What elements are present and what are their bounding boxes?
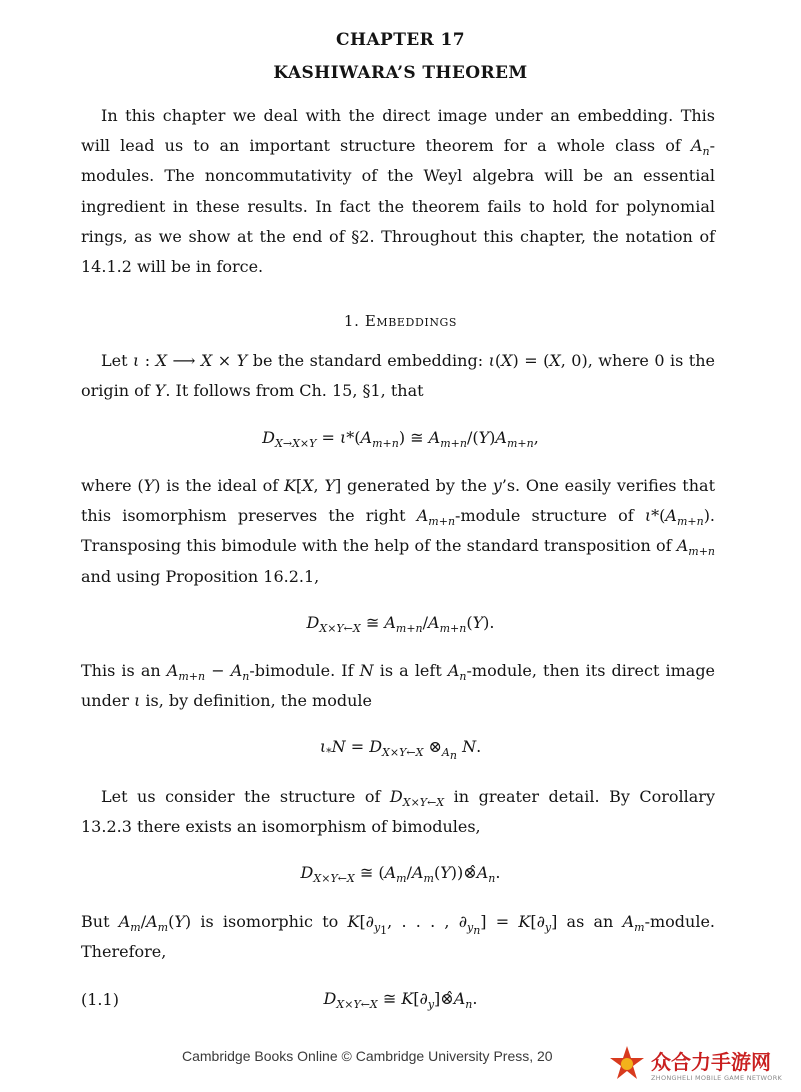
chapter-title: KASHIWARA’S THEOREM <box>273 63 528 83</box>
watermark-text: 众合力手游网 <box>651 1050 771 1074</box>
section-heading <box>0 312 801 330</box>
paragraph-but: But $A_m/A_m(Y)$ is isomorphic to $K[\partial_{y_1}$, . . . , $\partial_{y_n}] = K[\partial_y]$ as an $A_m$-module. Therefore, <box>81 912 716 962</box>
equation-4: $D_{X\times Y\leftarrow X}$ ≅ $(A_m/A_m(Y))\otimeŝA_n$. <box>300 863 501 886</box>
paragraph-embedding: Let ι : X ⟶ X × Y be the standard embedding: ι(X) = (X, 0), where 0 is the origin of Y. It follows from Ch. 15, §1, that <box>81 351 715 401</box>
equation-label: (1.1) <box>81 990 119 1009</box>
chapter-label: CHAPTER 17 <box>336 30 465 50</box>
footer-copyright: Cambridge Books Online © Cambridge University Press, 20 <box>182 1048 553 1064</box>
equation-5: $D_{X\times Y\leftarrow X}$ ≅ $K[\partial_y]\otimeŝA_n$. <box>323 989 478 1012</box>
watermark-emblem-icon <box>607 1044 647 1084</box>
paragraph-structure: Let us consider the structure of $D_{X\times Y\leftarrow X}$ in greater detail. By Corollary 13.2.3 there exists an isomorphism of bimodules, <box>81 787 715 837</box>
equation-2: $D_{X\times Y\leftarrow X}$ ≅ $A_{m+n}/A_{m+n}(Y)$. <box>306 613 495 636</box>
watermark-logo <box>607 1042 797 1088</box>
intro-paragraph: In this chapter we deal with the direct image under an embedding. This will lead us to an important structure theorem for a whole class of $A_n$-modules. The noncommutativity of the Weyl algebra will be an essential ingredient in these results. In fact the theorem fails to hold for polynomial rings, as we show at the end of §2. Throughout this chapter, the notation of 14.1.2 will be in force. <box>81 106 715 277</box>
equation-3: $\iota_*N = D_{X\times Y\leftarrow X}$ $\otimes_{A_n}$ N. <box>319 737 482 763</box>
paragraph-bimodule: This is an $A_{m+n}$ − $A_n$-bimodule. If N is a left $A_n$-module, then its direct image under ι is, by definition, the module <box>81 661 716 711</box>
section-title: Embeddings <box>364 312 458 330</box>
paragraph-ideal: where (Y) is the ideal of K[X, Y] generated by the y’s. One easily verifies that this isomorphism preserves the right $A_{m+n}$-module structure of $\iota*(A_{m+n})$. Transposing this bimodule with the help of the standard transposition of $A_{m+n}$ and using Proposition 16.2.1, <box>81 476 716 586</box>
section-number: 1. <box>343 312 360 330</box>
equation-1: $D_{X\to X\times Y} = \iota*(A_{m+n})$ ≅ $A_{m+n}/(Y)A_{m+n}$, <box>262 428 539 451</box>
watermark-subtext: ZHONGHELI MOBILE GAME NETWORK <box>651 1074 783 1082</box>
